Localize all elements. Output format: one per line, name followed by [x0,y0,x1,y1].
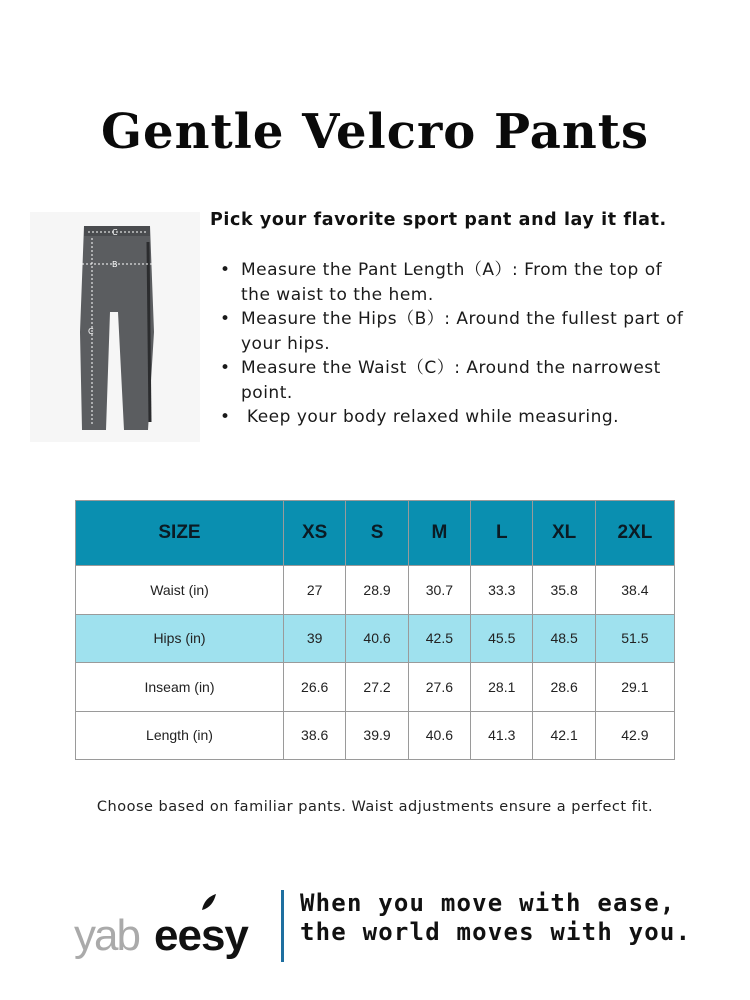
table-cell: 42.5 [408,614,470,663]
row-label: Inseam (in) [76,663,284,712]
svg-text:C: C [88,327,94,336]
header-cell: XL [533,501,595,566]
table-cell: 51.5 [595,614,674,663]
bullet-icon: • [220,309,231,329]
header-cell: SIZE [76,501,284,566]
table-cell: 42.1 [533,711,595,760]
table-cell: 42.9 [595,711,674,760]
table-cell: 27.2 [346,663,408,712]
bullet-icon: • [220,260,231,280]
table-cell: 30.7 [408,566,470,615]
table-cell: 40.6 [346,614,408,663]
table-cell: 40.6 [408,711,470,760]
table-cell: 29.1 [595,663,674,712]
header-cell: 2XL [595,501,674,566]
svg-text:yab: yab [74,911,139,960]
measure-steps [216,258,686,430]
table-cell: 48.5 [533,614,595,663]
svg-text:B: B [112,260,118,269]
table-cell: 28.9 [346,566,408,615]
svg-text:eesy: eesy [154,911,248,960]
table-cell: 45.5 [471,614,533,663]
row-label: Hips (in) [76,614,284,663]
bullet-icon: • [220,407,231,427]
list-item: • Measure the Waist（C）: Around the narrowest point. [220,358,661,403]
header-cell: L [471,501,533,566]
header-cell: S [346,501,408,566]
table-cell: 39 [284,614,346,663]
size-chart-table [75,500,675,760]
header-cell: M [408,501,470,566]
table-row [76,566,675,615]
list-item: • Measure the Hips（B）: Around the fullest part of your hips. [220,309,684,354]
table-cell: 35.8 [533,566,595,615]
row-label: Length (in) [76,711,284,760]
table-cell: 28.1 [471,663,533,712]
table-cell: 27.6 [408,663,470,712]
table-row [76,614,675,663]
brand-tagline [300,889,691,947]
intro-text: Pick your favorite sport pant and lay it flat. [210,210,667,230]
pants-illustration [30,212,200,442]
table-cell: 26.6 [284,663,346,712]
brand-divider [281,890,284,962]
page-title: Gentle Velcro Pants [101,104,649,160]
table-cell: 38.6 [284,711,346,760]
bullet-icon: • [220,358,231,378]
header-cell: XS [284,501,346,566]
table-row [76,711,675,760]
row-label: Waist (in) [76,566,284,615]
fit-note: Choose based on familiar pants. Waist adjustments ensure a perfect fit. [96,799,654,815]
table-cell: 41.3 [471,711,533,760]
brand-logo [70,890,270,960]
table-cell: 33.3 [471,566,533,615]
svg-text:C: C [112,228,118,237]
table-header-row [76,501,675,566]
tagline-line: the world moves with you. [300,918,692,946]
table-cell: 38.4 [595,566,674,615]
table-cell: 28.6 [533,663,595,712]
leaf-icon [202,894,216,910]
tagline-line: When you move with ease, [300,889,676,917]
table-cell: 27 [284,566,346,615]
list-item: • Measure the Pant Length（A）: From the top of the waist to the hem. [220,260,663,305]
table-cell: 39.9 [346,711,408,760]
list-item: • Keep your body relaxed while measuring. [216,405,686,430]
table-row [76,663,675,712]
